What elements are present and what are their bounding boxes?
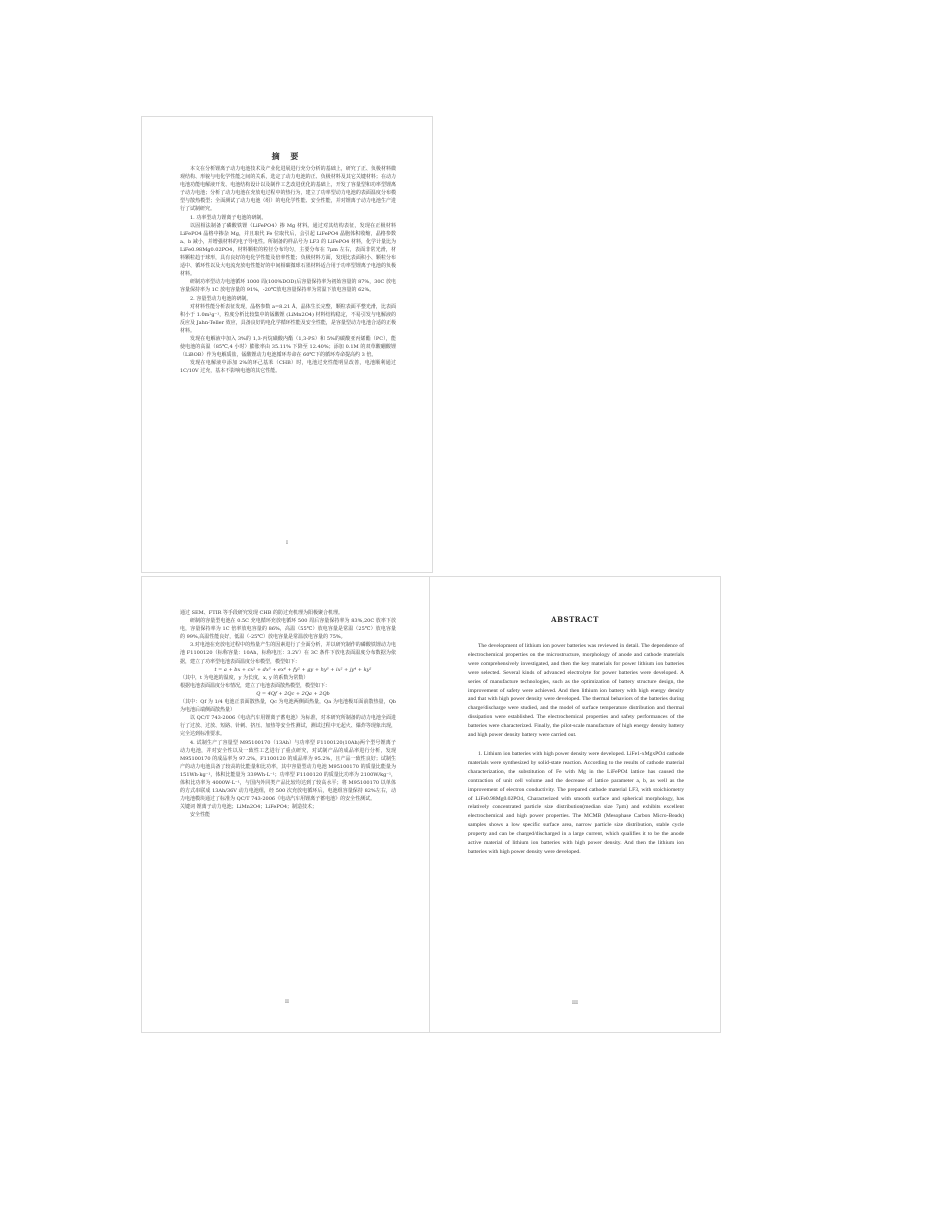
paragraph: 本文在分析锂离子动力电池技术及产业化进展进行充分分析的基础上，研究了正、负极材料微观结构、形貌与电化学性能之间的关系，选定了动力电池的正、负极材料及其它关键材料；在动力电池功能电解液开发、电池结构设计以及制作工艺改进优化的基础上，开发了容量型和功率型锂离子动力电池；分析了动力电池在充放电过程中的热行为，建立了功率型动力电池的表面温度分布模型与散热模型；全面测试了动力电池（组）的电化学性能、安全性能，并对锂离子动力电池生产进行了试制研究。 xyxy=(180,166,396,213)
formula-temperature-model: t = a + bx + cx² + dx³ + ex⁴ + fy² + gy + hy³ + ix² + jy⁴ + ky² xyxy=(214,666,372,673)
page-number: III xyxy=(572,1000,578,1006)
paragraph: 发现在电解液中加入 3%的 1,3-丙烷磺酸内酯（1,3-PS）和 5%的碳酸亚丙烯酯（PC），能使电池的高温（85℃,4 小时）膨胀率由 35.11% 下降至 12.40%；添加 0.1M 的双草酸硼酸锂（LiBOB）作为电解质盐，锰酸锂动力电池循环寿命在 60℃下的循环寿命提高约 3 倍。 xyxy=(180,335,396,359)
keywords-line-continued: 安全性能 xyxy=(190,812,211,819)
page-number: II xyxy=(285,999,289,1005)
formula-note: （其中，t 为电池的温度，y 为长度，x, y 的系数为常数） xyxy=(180,674,309,681)
paragraph: 1. 功率型动力锂离子电池的研制。 xyxy=(190,214,267,221)
abstract-body-cn xyxy=(180,165,396,375)
abstract-body-en xyxy=(468,642,684,857)
paragraph: 以固相法制备了磷酸铁锂（LiFePO4）掺 Mg 材料。通过对其结构表征，发现在正极材料 LiFePO4 晶格中掺杂 Mg，并且取代 Fe 位取代后，会引起 LiFePO4 晶胞体积收缩，晶格参数 a、b 减小，并增强材料的电子导电性。所制备的样品号为 LF3 的 LiFePO4 材料，化学计量比为 LiFe0.98Mg0.02PO4，材料颗粒的粒径分布均匀，主要分布在 7μm 左右，表面非常光滑，材料颗粒趋于球形，具有良好的电化学性能及倍率性能；负极材料方面，发现比表面积小、颗粒分布适中、循环性以及大电流充放电性能好的中间相碳微球石墨材料适合用于功率型锂离子电池的负极材料。 xyxy=(180,222,396,278)
document-page-1 xyxy=(141,116,433,573)
paragraph: 研制功率型动力电池循环 1000 周(100%DOD)后容量保持率为初始容量的 87%，30C 放电容量保持率为 1C 放电容量的 91%，-20℃放电容量保持率为常温下放电容量的 62%。 xyxy=(180,279,396,294)
paragraph: 根据电池表面温度分布情况，建立了电池表面散热模型，模型如下： xyxy=(180,682,331,689)
paragraph: The development of lithium ion power batteries was reviewed in detail. The dependence of electrochemical properties on the microstructure, morphology of anode and cathode materials were comprehensively investigated, and then the key materials for power lithium ion batteries were selected. Several kinds of advanced electrolyte for power batteries were developed. A series of manufacture technologies, such as the optimization of battery structure design, the improvement of safety were achieved. And then lithium ion battery with high energy density and that with high power density were developed. The thermal behaviors of the batteries during charge/discharge were studied, and the model of surface temperature distribution and thermal dissipation were established. The electrochemical properties and safety performances of the batteries were characterized. Finally, the pilot-scale manufacture of high energy density battery and high power density battery were carried out. xyxy=(468,643,684,739)
abstract-title-en: ABSTRACT xyxy=(551,615,599,624)
formula-heat-dissipation-model: Q = 4Qf + 2Qc + 2Qa + 2Qb xyxy=(256,690,330,697)
paragraph: 2. 容量型动力电池的研制。 xyxy=(190,295,252,302)
paragraph: 1. Lithium ion batteries with high power density were developed. LiFe1-xMgxPO4 cathode materials were synthesized by solid-state reaction. According to the results of cathode material characterization, the substitution of Fe with Mg in the LiFePO4 lattice has caused the contraction of unit cell volume and the decrease of lattice parameter a, b, as well as the improvement of electron conductivity. The prepared cathode material LF3, with stoichiometry of LiFe0.98Mg0.02PO4, Characterized with smooth surface and spherical morphology, has relatively concentrated particle size distribution(median size 7μm) and exhibits excellent electrochemical and high power properties. The MCMB (Mesophase Carbon Micro-Beads) samples shows a low specific surface area, narrow particle size distribution, stable cycle property and can be charged/discharged in a large current, which qualifies it to be the anode active material of lithium ion batteries with high power density. And then the lithium ion batteries with high power density were developed. xyxy=(468,750,684,855)
document-page-2 xyxy=(141,576,433,1033)
paragraph: 通过 SEM、FTIR 等手段研究发现 CHB 的防过充机理为阳极聚合机理。 xyxy=(180,610,343,616)
document-page-3 xyxy=(429,576,721,1033)
keywords-line: 关键词 锂离子动力电池；LiMn2O4；LiFePO4；制造技术； xyxy=(180,804,318,811)
paragraph: 发现在电解液中添加 2%的环己基苯（CHB）时，电池过充性能明显改善，电池顺利通过 1C/10V 过充，基本不影响电池的其它性能。 xyxy=(180,360,396,375)
paragraph: 4. 试制生产了容量型 M95100170（13Ah）与功率型 F1100120(10Ah)两个型号锂离子动力电池，并对安全性以及一致性工艺进行了重点研究，对试制产品的成品率进行分析，发现 M95100170 的成品率为 97.2%，F1100120 的成品率为 95.2%，且产品一致性良好；试制生产的动力电池具备了较高的比能量和比功率，其中容量型动力电池 M95100170 的质量比能量为 151Wh·kg⁻¹，体积比能量为 339Wh·L⁻¹；功率型 F1100120 的质量比功率为 2100W/kg⁻¹，体积比功率为 4000W·L⁻¹，与国内外同类产品比较均达到了较高水平；将 M95100170 以单体的方式串联成 13Ah/36V 动力电池组，经 500 次充放电循环后，电池组容量保持 82%左右，动力电池模块通过了标准为 QC/T 743-2006《电动汽车用锂离子蓄电池》的安全性测试。 xyxy=(180,739,396,803)
paragraph: 研制的容量型电池在 0.5C 充电循环充放电循环 500 周后容量保持率为 83%,20C 放率下放电，容量保持率为 1C 倍率放电容量的 86%，高温（55℃）放电容量是常温（25℃）放电容量的 99%,高温性能良好，低温（-25℃）放电容量是常温放电容量的 75%。 xyxy=(180,618,396,641)
abstract-title-cn: 摘 要 xyxy=(271,151,303,161)
abstract-body-cn-continued xyxy=(180,609,396,819)
paragraph: 3.对电池在充放电过程中的热量产生的因素进行了全面分析，并以研究制作的磷酸铁锂动力电池 F1100120（标称容量：10Ah，标称电压：3.2V）在 3C 条件下放电表面温度分布数据为依据，建立了功率型电池表面温度分布模型，模型如下： xyxy=(180,642,396,665)
paragraph: 以 QC/T 743-2006《电动汽车用锂离子蓄电池》为标准，对本研究所制备的动力电池全面进行了过放、过放、短路、针刺、挤压、加热等安全性测试，测试过程中无起火、爆炸等现象出现，完全达到标准要求。 xyxy=(180,715,396,738)
page-number: I xyxy=(286,540,288,546)
formula-note: （其中：Qf 为 1/4 电池正表面散热量，Qc 为电池两侧面热量，Qa 为电池极耳面前散热量，Qb 为电池后端侧面散热量） xyxy=(180,699,396,714)
paragraph: 对材料性能分析表征发现，晶格参数 a=8.21 Å，晶体生长完整，颗粒表面平整光滑，比表面积小于 1.0m²g⁻¹，粒度分析比较集中的锰酸锂 (LiMn2O4) 材料结构稳定，不易引发与电解液的反应及 Jahn-Teller 效应，具备良好的电化学循环性能及安全性能，是容量型动力电池合适的正极材料。 xyxy=(180,303,396,334)
